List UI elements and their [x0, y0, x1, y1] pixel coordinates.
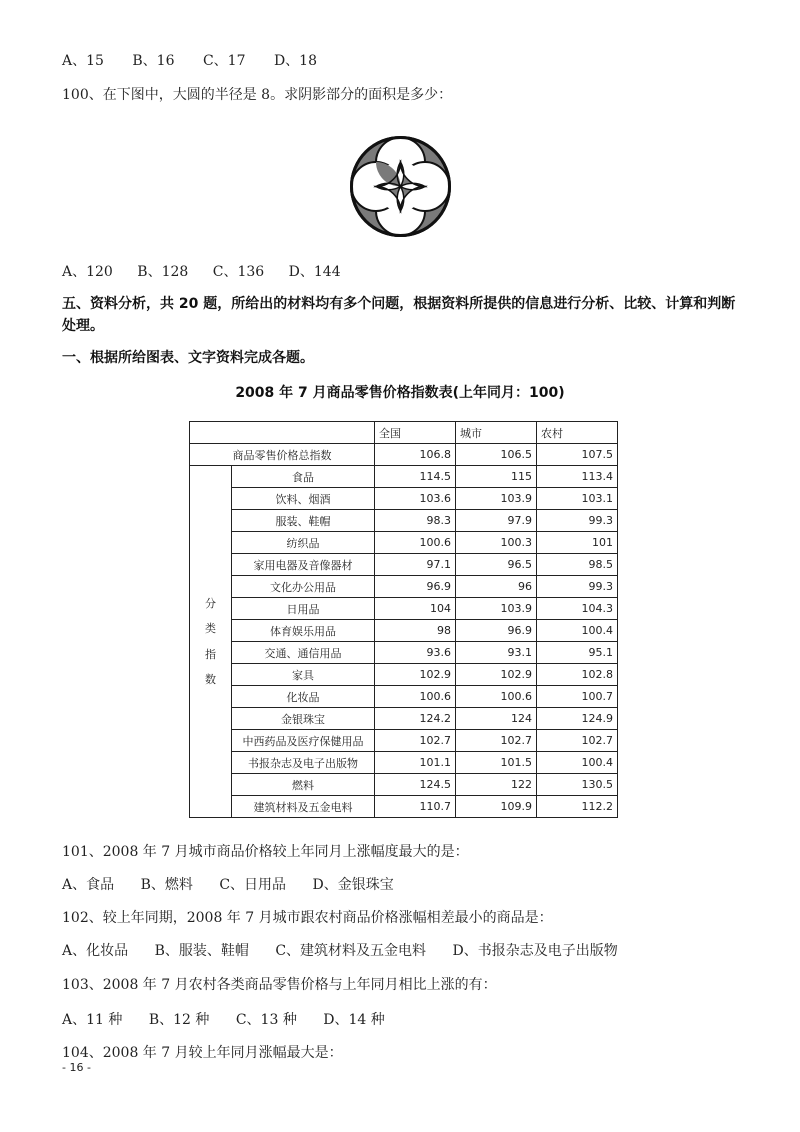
row-label: 建筑材料及五金电料 [232, 796, 375, 818]
cell-rural: 102.7 [537, 730, 618, 752]
cell-city: 102.9 [456, 664, 537, 686]
q103-options [62, 1009, 385, 1029]
cell-rural: 104.3 [537, 598, 618, 620]
table-row [190, 598, 618, 620]
q99-option-b: B、16 [132, 53, 175, 69]
table-row [190, 686, 618, 708]
cell-rural: 124.9 [537, 708, 618, 730]
cell-city: 100.6 [456, 686, 537, 708]
side-label-char: 指 [205, 647, 216, 661]
row-label: 文化办公用品 [232, 576, 375, 598]
cell-rural: 100.4 [537, 752, 618, 774]
cell-national: 93.6 [375, 642, 456, 664]
col-header-city: 城市 [456, 422, 537, 444]
cell-national: 124.5 [375, 774, 456, 796]
table-row [190, 796, 618, 818]
q99-option-d: D、18 [273, 53, 317, 69]
cell-rural: 98.5 [537, 554, 618, 576]
row-label: 服装、鞋帽 [232, 510, 375, 532]
q99-option-a: A、15 [62, 53, 104, 69]
q103-option-b: B、12 种 [148, 1012, 210, 1028]
q99-option-c: C、17 [202, 53, 246, 69]
row-label: 食品 [232, 466, 375, 488]
row-label: 中西药品及医疗保健用品 [232, 730, 375, 752]
q102-stem: 102、较上年同期，2008 年 7 月城市跟农村商品价格涨幅相差最小的商品是： [62, 910, 553, 926]
table-row [190, 774, 618, 796]
side-label-category-index [190, 466, 232, 818]
q101-option-a: A、食品 [62, 877, 115, 893]
cell-city: 97.9 [456, 510, 537, 532]
row-label: 日用品 [232, 598, 375, 620]
row-label: 书报杂志及电子出版物 [232, 752, 375, 774]
cell-city: 96.9 [456, 620, 537, 642]
table-row [190, 510, 618, 532]
table-row [190, 730, 618, 752]
q100-option-c: C、136 [212, 264, 265, 280]
q100-options [62, 261, 341, 281]
q102-option-a: A、化妆品 [62, 943, 129, 959]
q100-option-a: A、120 [62, 264, 113, 280]
cell-national: 114.5 [375, 466, 456, 488]
cell-rural: 99.3 [537, 576, 618, 598]
cell-rural: 113.4 [537, 466, 618, 488]
table-row [190, 488, 618, 510]
cell-rural: 95.1 [537, 642, 618, 664]
cell-national: 98.3 [375, 510, 456, 532]
cell-city: 100.3 [456, 532, 537, 554]
table-row [190, 620, 618, 642]
cell-city: 115 [456, 466, 537, 488]
cell-city: 103.9 [456, 598, 537, 620]
row-label: 家用电器及音像器材 [232, 554, 375, 576]
row-label: 体育娱乐用品 [232, 620, 375, 642]
cell-rural: 112.2 [537, 796, 618, 818]
row-label: 家具 [232, 664, 375, 686]
cell-national: 110.7 [375, 796, 456, 818]
side-label-char: 数 [205, 672, 216, 686]
cell-national: 101.1 [375, 752, 456, 774]
q102-option-c: C、建筑材料及五金电料 [275, 943, 427, 959]
q103-option-d: D、14 种 [323, 1012, 385, 1028]
cell-rural: 102.8 [537, 664, 618, 686]
row-label: 燃料 [232, 774, 375, 796]
cell-rural: 100.7 [537, 686, 618, 708]
q101-option-c: C、日用品 [219, 877, 287, 893]
q102-options [62, 940, 618, 960]
cell-national: 97.1 [375, 554, 456, 576]
total-city: 106.5 [456, 444, 537, 466]
q103-option-a: A、11 种 [62, 1012, 123, 1028]
cell-city: 122 [456, 774, 537, 796]
circle-figure [349, 135, 452, 238]
cell-rural: 101 [537, 532, 618, 554]
table-row [190, 466, 618, 488]
row-label: 金银珠宝 [232, 708, 375, 730]
q102-option-b: B、服装、鞋帽 [154, 943, 249, 959]
q100-option-b: B、128 [137, 264, 189, 280]
cell-rural: 103.1 [537, 488, 618, 510]
q101-stem: 101、2008 年 7 月城市商品价格较上年同月上涨幅度最大的是： [62, 844, 469, 860]
table-row [190, 752, 618, 774]
q104-stem: 104、2008 年 7 月较上年同月涨幅最大是： [62, 1045, 343, 1061]
total-label: 商品零售价格总指数 [190, 444, 375, 466]
q100-stem: 100、在下图中，大圆的半径是 8。求阴影部分的面积是多少： [62, 87, 453, 103]
cell-city: 93.1 [456, 642, 537, 664]
cell-city: 102.7 [456, 730, 537, 752]
cell-rural: 130.5 [537, 774, 618, 796]
cell-national: 98 [375, 620, 456, 642]
table-header-row [190, 422, 618, 444]
table-title: 2008 年 7 月商品零售价格指数表(上年同月：100) [235, 385, 565, 401]
row-label: 交通、通信用品 [232, 642, 375, 664]
cell-city: 124 [456, 708, 537, 730]
q101-option-b: B、燃料 [140, 877, 193, 893]
row-label: 饮料、烟酒 [232, 488, 375, 510]
table-row [190, 554, 618, 576]
page-number: - 16 - [62, 1061, 91, 1074]
cell-national: 102.7 [375, 730, 456, 752]
col-header-national: 全国 [375, 422, 456, 444]
cell-national: 96.9 [375, 576, 456, 598]
side-label-char: 类 [205, 622, 216, 636]
table-row-total [190, 444, 618, 466]
section5-heading-cont: 处理。 [62, 318, 104, 334]
side-label-char: 分 [205, 596, 216, 610]
table-row [190, 708, 618, 730]
cell-city: 96.5 [456, 554, 537, 576]
total-national: 106.8 [375, 444, 456, 466]
cell-city: 96 [456, 576, 537, 598]
col-header-rural: 农村 [537, 422, 618, 444]
cell-national: 124.2 [375, 708, 456, 730]
table-row [190, 532, 618, 554]
cell-national: 102.9 [375, 664, 456, 686]
cell-city: 103.9 [456, 488, 537, 510]
cell-national: 100.6 [375, 686, 456, 708]
q101-option-d: D、金银珠宝 [312, 877, 394, 893]
cell-city: 109.9 [456, 796, 537, 818]
table-row [190, 576, 618, 598]
total-rural: 107.5 [537, 444, 618, 466]
cell-rural: 99.3 [537, 510, 618, 532]
row-label: 纺织品 [232, 532, 375, 554]
q103-stem: 103、2008 年 7 月农村各类商品零售价格与上年同月相比上涨的有： [62, 977, 497, 993]
cell-national: 104 [375, 598, 456, 620]
section5-heading: 五、资料分析，共 20 题，所给出的材料均有多个问题，根据资料所提供的信息进行分析、比较、计算和判断 [62, 296, 736, 312]
q102-option-d: D、书报杂志及电子出版物 [452, 943, 618, 959]
row-label: 化妆品 [232, 686, 375, 708]
table-row [190, 664, 618, 686]
cell-national: 100.6 [375, 532, 456, 554]
price-index-table [189, 421, 618, 818]
cell-city: 101.5 [456, 752, 537, 774]
q101-options [62, 874, 394, 894]
q100-option-d: D、144 [288, 264, 341, 280]
table-row [190, 642, 618, 664]
subsection-heading: 一、根据所给图表、文字资料完成各题。 [62, 350, 314, 366]
q103-option-c: C、13 种 [235, 1012, 297, 1028]
q99-options [62, 50, 317, 70]
cell-rural: 100.4 [537, 620, 618, 642]
cell-national: 103.6 [375, 488, 456, 510]
